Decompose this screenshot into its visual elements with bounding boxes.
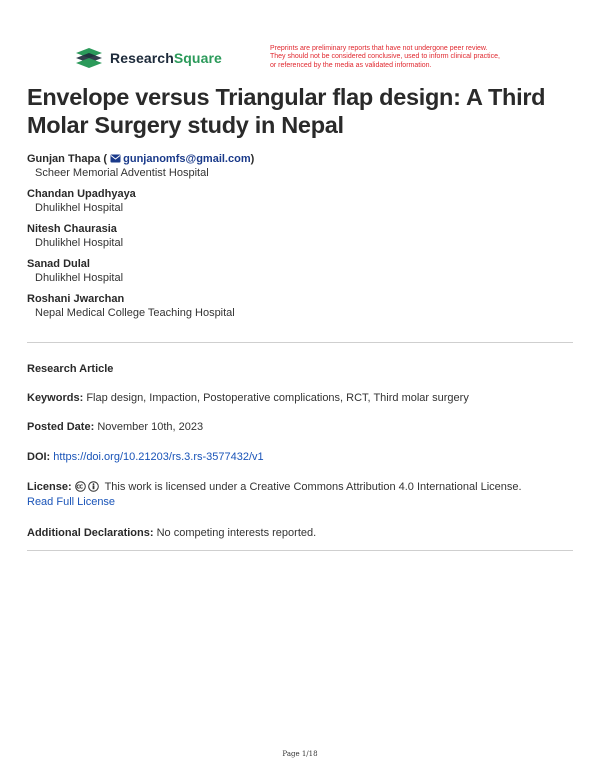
- keywords-value: Flap design, Impaction, Postoperative complications, RCT, Third molar surgery: [86, 392, 469, 404]
- author-email: gunjanomfs@gmail.com: [123, 153, 251, 165]
- disclaimer-line: Preprints are preliminary reports that have not undergone peer review.: [270, 45, 488, 52]
- page-number: Page 1/18: [282, 750, 318, 758]
- author-item: [27, 152, 567, 181]
- author-affiliation: Dhulikhel Hospital: [35, 202, 124, 214]
- license-row: [27, 480, 573, 510]
- article-type: [27, 362, 573, 377]
- posted-date-label: Posted Date:: [27, 421, 95, 433]
- author-list: [27, 152, 567, 327]
- author-name: Gunjan Thapa: [27, 153, 101, 165]
- disclaimer-line: or referenced by the media as validated information.: [270, 61, 432, 69]
- posted-date-value: November 10th, 2023: [97, 421, 204, 433]
- logo-word-research: Research: [110, 50, 174, 66]
- author-affiliation: Scheer Memorial Adventist Hospital: [35, 167, 209, 179]
- author-name: Chandan Upadhyaya: [27, 188, 136, 200]
- doi-link[interactable]: https://doi.org/10.21203/rs.3.rs-3577432/v1: [53, 451, 264, 463]
- research-square-logo: [75, 47, 222, 69]
- author-affiliation: Dhulikhel Hospital: [35, 237, 124, 249]
- declarations-value: No competing interests reported.: [156, 527, 317, 539]
- license-icons: [75, 481, 99, 492]
- email-paren-close: ): [250, 153, 255, 165]
- disclaimer-line: They should not be considered conclusive, used to inform clinical practice,: [270, 53, 500, 61]
- license-text: This work is licensed under a Creative Commons Attribution 4.0 International License.: [104, 481, 522, 493]
- author-item: [27, 222, 567, 251]
- article-type-value: Research Article: [27, 363, 114, 375]
- email-paren-open: (: [100, 153, 108, 165]
- license-label: License:: [27, 481, 72, 493]
- author-name: Nitesh Chaurasia: [27, 223, 117, 235]
- author-item: [27, 292, 567, 321]
- logo-text: [110, 50, 222, 66]
- author-affiliation: Nepal Medical College Teaching Hospital: [35, 307, 235, 319]
- declarations-label: Additional Declarations:: [27, 527, 154, 539]
- author-affiliation: Dhulikhel Hospital: [35, 272, 124, 284]
- article-title: Envelope versus Triangular flap design: A Third Molar Surgery study in Nepal: [27, 84, 546, 138]
- doi-label: DOI:: [27, 451, 51, 463]
- divider: [27, 550, 573, 551]
- author-name: Roshani Jwarchan: [27, 293, 125, 305]
- doi-row: [27, 450, 573, 465]
- declarations-row: [27, 526, 573, 541]
- read-full-license-link[interactable]: Read Full License: [27, 496, 116, 508]
- author-name: Sanad Dulal: [27, 258, 90, 270]
- cc-icon: [75, 481, 86, 492]
- keywords-row: [27, 391, 573, 406]
- author-email-link[interactable]: [110, 153, 250, 165]
- author-item: [27, 257, 567, 286]
- research-square-logo-icon: [75, 47, 103, 69]
- envelope-icon: [110, 154, 121, 163]
- posted-date-row: [27, 420, 573, 435]
- cc-by-icon: [88, 481, 99, 492]
- keywords-label: Keywords:: [27, 392, 84, 404]
- preprint-disclaimer: [270, 45, 560, 70]
- author-item: [27, 187, 567, 216]
- divider: [27, 342, 573, 343]
- logo-word-square: Square: [173, 50, 222, 66]
